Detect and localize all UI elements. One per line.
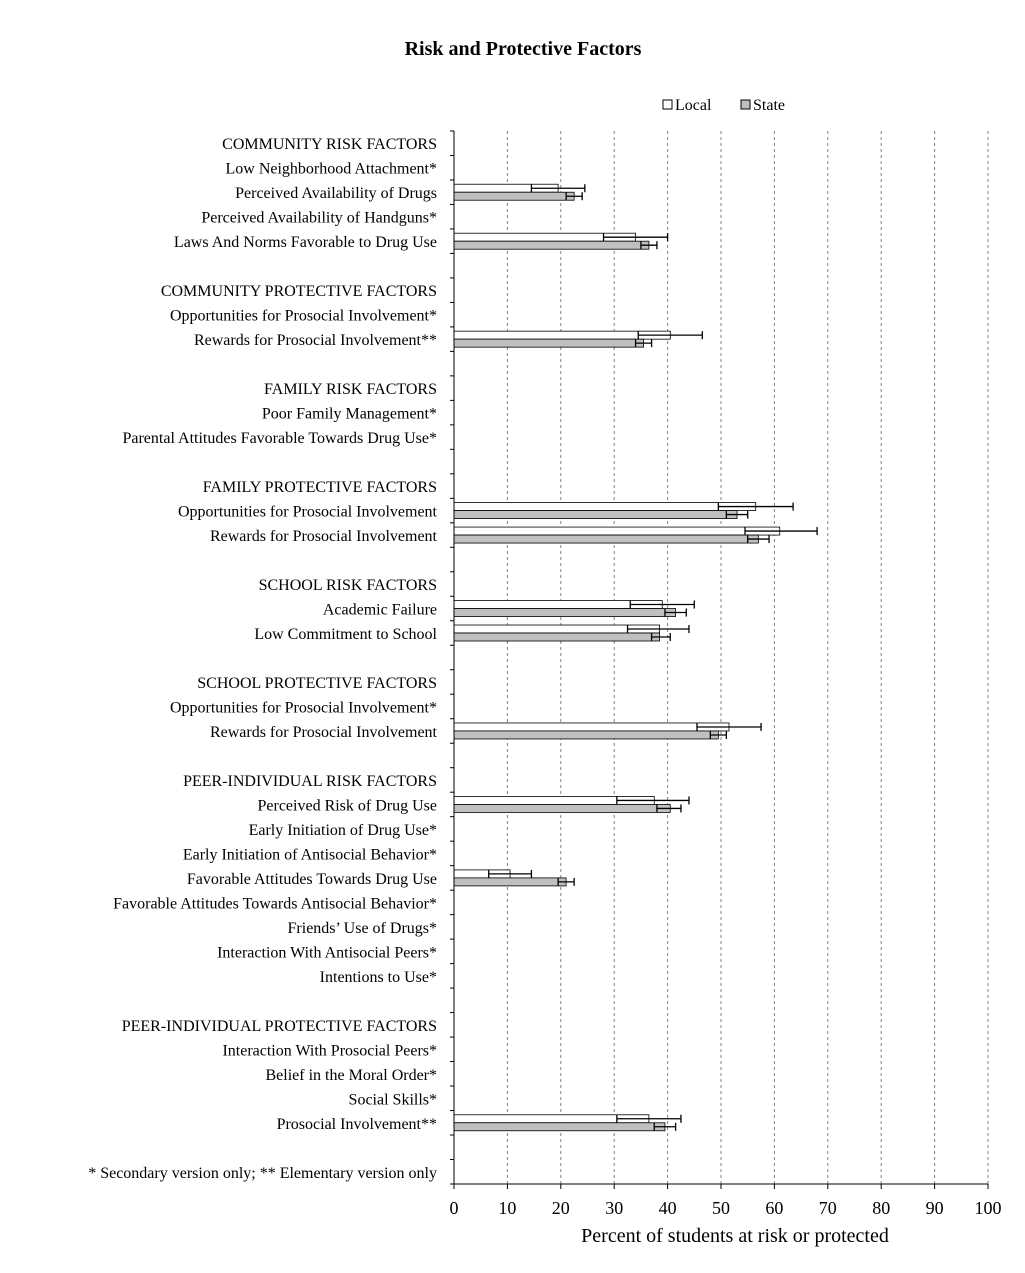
bar-local	[454, 527, 780, 535]
chart-title: Risk and Protective Factors	[404, 38, 642, 60]
bar-state	[454, 804, 670, 812]
legend-label-local: Local	[675, 97, 712, 114]
section-header-label: COMMUNITY RISK FACTORS	[222, 136, 437, 154]
category-label: Laws And Norms Favorable to Drug Use	[173, 234, 437, 252]
error-bars	[489, 184, 817, 1131]
category-label: Perceived Availability of Handguns*	[201, 209, 437, 227]
x-tick-label: 70	[818, 1198, 837, 1218]
category-label: Opportunities for Prosocial Involvement*	[169, 699, 437, 717]
category-label: Favorable Attitudes Towards Antisocial Behavior*	[113, 895, 437, 913]
category-label: Favorable Attitudes Towards Drug Use	[186, 870, 437, 888]
category-label: Low Commitment to School	[254, 626, 437, 644]
bar-state	[454, 731, 718, 739]
bar-state	[454, 609, 676, 617]
footnote: * Secondary version only; ** Elementary version only	[88, 1164, 437, 1182]
gridlines	[507, 131, 988, 1184]
x-tick-label: 20	[551, 1198, 570, 1218]
category-label: Poor Family Management*	[261, 405, 437, 423]
category-label: Interaction With Antisocial Peers*	[217, 944, 437, 962]
category-label: Rewards for Prosocial Involvement	[209, 723, 437, 741]
category-label: Social Skills*	[348, 1091, 437, 1109]
section-header-label: SCHOOL PROTECTIVE FACTORS	[197, 674, 437, 692]
x-axis-label: Percent of students at risk or protected	[581, 1225, 889, 1247]
category-label: Prosocial Involvement**	[276, 1115, 437, 1133]
category-label: Perceived Risk of Drug Use	[257, 797, 437, 815]
category-label: Opportunities for Prosocial Involvement*	[169, 307, 437, 325]
x-tick-label: 40	[658, 1198, 677, 1218]
bar-state	[454, 339, 644, 347]
axes	[450, 131, 1002, 1218]
x-tick-label: 60	[765, 1198, 784, 1218]
section-header-label: FAMILY PROTECTIVE FACTORS	[202, 479, 437, 497]
section-header-label: SCHOOL RISK FACTORS	[258, 577, 437, 595]
legend	[663, 97, 785, 114]
bar-state	[454, 1123, 665, 1131]
category-label: Low Neighborhood Attachment*	[225, 160, 437, 178]
bar-state	[454, 192, 574, 200]
bar-local	[454, 503, 756, 511]
category-label: Early Initiation of Drug Use*	[248, 821, 437, 839]
bar-state	[454, 535, 758, 543]
legend-swatch-state	[741, 100, 750, 109]
x-tick-label: 50	[712, 1198, 730, 1218]
category-label: Academic Failure	[322, 601, 437, 619]
category-label: Intentions to Use*	[319, 968, 437, 986]
category-labels	[88, 136, 437, 1182]
category-label: Parental Attitudes Favorable Towards Drug Use*	[122, 430, 437, 448]
category-label: Friends’ Use of Drugs*	[287, 919, 437, 937]
category-label: Rewards for Prosocial Involvement**	[193, 332, 437, 350]
category-label: Belief in the Moral Order*	[265, 1066, 437, 1084]
bar-state	[454, 878, 566, 886]
x-tick-label: 90	[925, 1198, 944, 1218]
category-label: Opportunities for Prosocial Involvement	[177, 503, 437, 521]
bar-local	[454, 723, 729, 731]
x-tick-label: 100	[974, 1198, 1002, 1218]
bar-state	[454, 633, 660, 641]
section-header-label: FAMILY RISK FACTORS	[264, 381, 437, 399]
category-label: Rewards for Prosocial Involvement	[209, 528, 437, 546]
legend-label-state: State	[753, 97, 785, 114]
legend-swatch-local	[663, 100, 672, 109]
x-tick-label: 30	[605, 1198, 624, 1218]
section-header-label: COMMUNITY PROTECTIVE FACTORS	[160, 283, 437, 301]
category-label: Perceived Availability of Drugs	[235, 185, 437, 203]
category-label: Interaction With Prosocial Peers*	[222, 1042, 437, 1060]
bar-state	[454, 511, 737, 519]
category-label: Early Initiation of Antisocial Behavior*	[182, 846, 437, 864]
x-tick-label: 80	[872, 1198, 891, 1218]
section-header-label: PEER-INDIVIDUAL RISK FACTORS	[183, 772, 437, 790]
bars	[454, 184, 780, 1131]
x-tick-label: 10	[498, 1198, 517, 1218]
x-tick-label: 0	[449, 1198, 459, 1218]
bar-state	[454, 241, 649, 249]
section-header-label: PEER-INDIVIDUAL PROTECTIVE FACTORS	[121, 1017, 437, 1035]
